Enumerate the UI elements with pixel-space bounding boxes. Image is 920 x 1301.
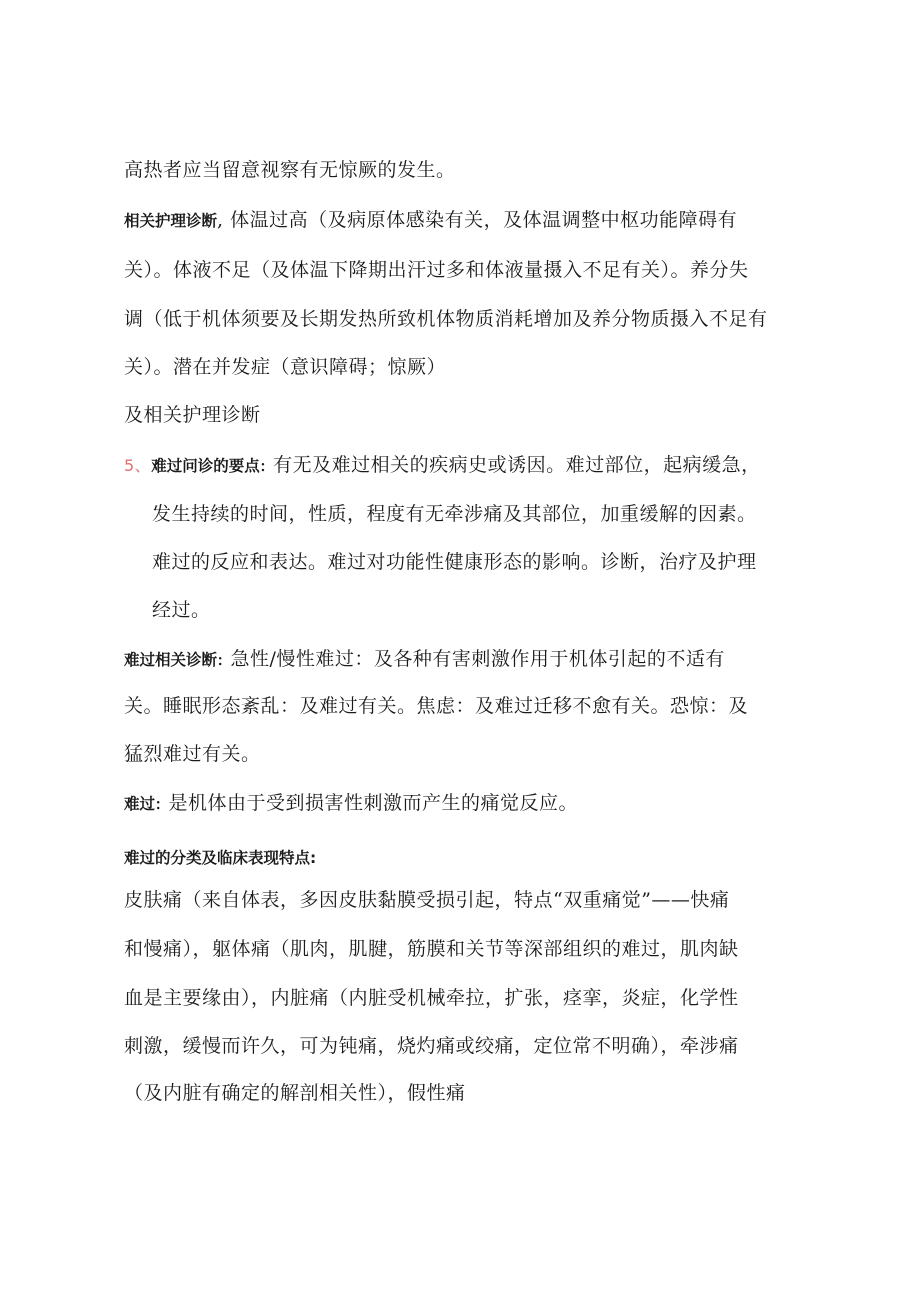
paragraph-continuation — [124, 986, 739, 1010]
paragraph-pain-inquiry — [124, 453, 761, 478]
text-line: （及内脏有确定的解剖相关性），假性痛 — [124, 1082, 466, 1104]
paragraph-continuation — [124, 1081, 466, 1105]
paragraph-pain-definition — [124, 791, 578, 816]
text-line: 及相关护理诊断 — [124, 404, 261, 426]
section-heading: 难过的分类及临床表现特点: — [124, 849, 317, 867]
text-line: 关）。体液不足（及体温下降期出汗过多和体液量摄入不足有关）。养分失 — [124, 259, 749, 281]
label-separator: : — [259, 454, 274, 476]
section-label: 难过相关诊断 — [124, 651, 218, 669]
text-line: 经过。 — [152, 599, 211, 621]
section-label: 相关护理诊断 — [124, 212, 218, 230]
text-line: 血是主要缘由），内脏痛（内脏受机械牵拉，扩张，痉挛，炎症，化学性 — [124, 987, 739, 1009]
text-line: 急性/慢性难过：及各种有害刺激作用于机体引起的不适有 — [230, 648, 725, 670]
text-line: 猛烈难过有关。 — [124, 743, 261, 765]
paragraph-continuation — [124, 258, 749, 282]
paragraph-continuation — [124, 307, 768, 331]
paragraph-continuation — [124, 1034, 739, 1058]
label-separator: : — [217, 648, 231, 670]
text-line: 高热者应当留意视察有无惊厥的发生。 — [124, 159, 456, 181]
text-line: 关）。潜在并发症（意识障碍；惊厥） — [124, 356, 447, 378]
paragraph-related-nursing-diagnosis — [124, 208, 737, 233]
paragraph-continuation — [124, 742, 261, 766]
text-line: 难过的反应和表达。难过对功能性健康形态的影响。诊断，治疗及护理 — [152, 551, 757, 573]
label-separator: : — [155, 792, 169, 814]
text-line: 调（低于机体须要及长期发热所致机体物质消耗增加及养分物质摄入不足有 — [124, 308, 768, 330]
paragraph-continuation — [152, 550, 757, 574]
paragraph-fever-observation — [124, 158, 456, 182]
section-label: 难过问诊的要点 — [151, 457, 260, 475]
text-line: 关。睡眠形态紊乱：及难过有关。焦虑：及难过迁移不愈有关。恐惊：及 — [124, 695, 749, 717]
paragraph-continuation — [152, 502, 757, 526]
paragraph-continuation — [124, 694, 748, 718]
text-line: 体温过高（及病原体感染有关，及体温调整中枢功能障碍有 — [230, 209, 738, 231]
text-line: 刺激，缓慢而许久，可为钝痛，烧灼痛或绞痛，定位常不明确），牵涉痛 — [124, 1035, 739, 1057]
text-line: 有无及难过相关的疾病史或诱因。难过部位，起病缓急， — [273, 454, 761, 476]
list-number: 5、 — [124, 456, 152, 475]
paragraph-continuation — [152, 598, 211, 622]
paragraph-continuation — [124, 355, 446, 379]
section-label: 难过 — [124, 795, 156, 813]
section-heading-pain-classification — [124, 845, 316, 870]
text-line: 皮肤痛（来自体表，多因皮肤黏膜受损引起，特点“双重痛觉”——快痛 — [124, 889, 730, 911]
paragraph-pain-types — [124, 888, 729, 912]
paragraph-related-diagnosis-title — [124, 403, 261, 427]
text-line: 发生持续的时间，性质，程度有无牵涉痛及其部位，加重缓解的因素。 — [152, 503, 757, 525]
paragraph-continuation — [124, 937, 739, 961]
text-line: 和慢痛），躯体痛（肌肉，肌腱，筋膜和关节等深部组织的难过，肌肉缺 — [124, 938, 739, 960]
text-line: 是机体由于受到损害性刺激而产生的痛觉反应。 — [168, 792, 578, 814]
paragraph-pain-diagnosis — [124, 647, 725, 672]
label-separator: , — [217, 209, 231, 231]
